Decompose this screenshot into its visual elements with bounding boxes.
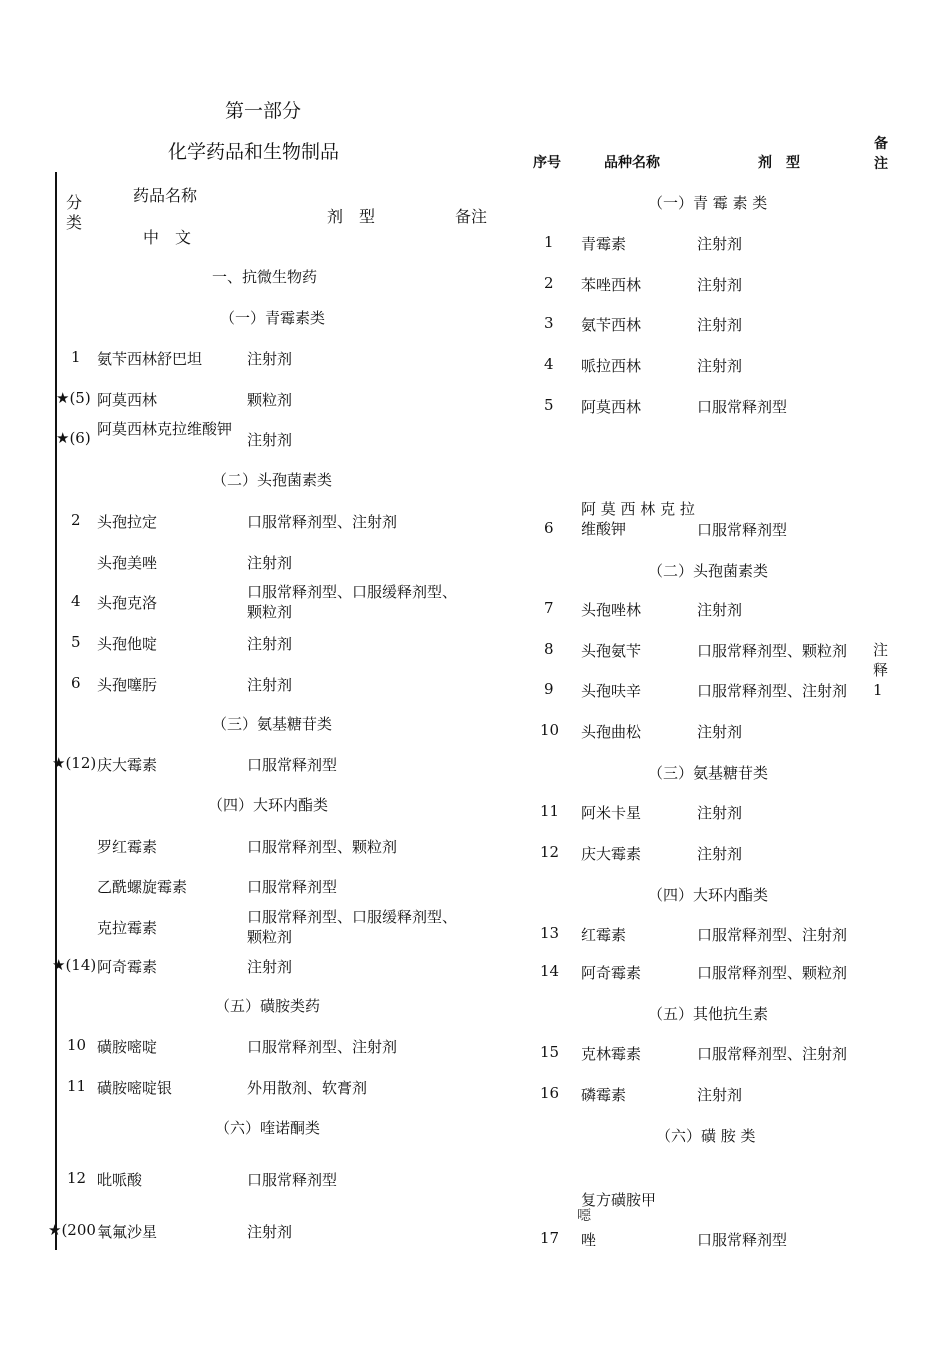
right-row-name: 克林霉素 bbox=[581, 1045, 642, 1063]
left-row-name: 氧氟沙星 bbox=[97, 1223, 158, 1241]
left-row-no: 2 bbox=[71, 511, 81, 529]
right-row-form: 口服常释剂型 bbox=[697, 521, 788, 539]
right-row-form: 口服常释剂型、注射剂 bbox=[697, 1045, 848, 1063]
right-row-no: 11 bbox=[540, 802, 560, 820]
left-row-name: 乙酰螺旋霉素 bbox=[97, 878, 188, 896]
right-row-form: 口服常释剂型 bbox=[697, 398, 788, 416]
watermark-glyph: 噁 bbox=[577, 1208, 589, 1224]
left-row-form: 注射剂 bbox=[247, 1223, 293, 1241]
right-row-name: 氨苄西林 bbox=[581, 316, 642, 334]
header-remarks: 备注 bbox=[455, 207, 488, 226]
left-row-no: ★(6) bbox=[56, 429, 91, 447]
left-row-form: 外用散剂、软膏剂 bbox=[247, 1079, 368, 1097]
left-row-name: 阿莫西林克拉维酸钾 bbox=[97, 420, 233, 438]
left-row-form: 口服常释剂型 bbox=[247, 1171, 338, 1189]
left-row-form: 注射剂 bbox=[247, 350, 293, 368]
left-row-form: 注射剂 bbox=[247, 676, 293, 694]
right-row-name: 青霉素 bbox=[581, 235, 627, 253]
right-row-form: 口服常释剂型、颗粒剂 bbox=[697, 642, 848, 660]
right-row-name: 阿 莫 西 林 克 拉 维酸钾 bbox=[581, 500, 695, 538]
right-row-form: 口服常释剂型、注射剂 bbox=[697, 682, 848, 700]
right-row-form: 注射剂 bbox=[697, 235, 743, 253]
right-row-name: 头孢曲松 bbox=[581, 723, 642, 741]
right-section-title: （二）头孢菌素类 bbox=[648, 562, 769, 580]
left-row-name: 氨苄西林舒巴坦 bbox=[97, 350, 203, 368]
right-row-no: 3 bbox=[544, 314, 554, 332]
right-row-no: 7 bbox=[544, 599, 554, 617]
left-row-name: 头孢他啶 bbox=[97, 635, 158, 653]
left-row-no: ★(12) bbox=[52, 754, 97, 772]
part-title: 第一部分 bbox=[225, 100, 302, 122]
right-row-form: 注射剂 bbox=[697, 357, 743, 375]
left-row-form: 口服常释剂型 bbox=[247, 878, 338, 896]
right-row-no: 10 bbox=[540, 721, 560, 739]
right-row-name: 红霉素 bbox=[581, 926, 627, 944]
left-row-no: 1 bbox=[71, 348, 81, 366]
right-row-no: 16 bbox=[540, 1084, 560, 1102]
left-row-no: ★(200 bbox=[48, 1221, 96, 1239]
left-row-name: 吡哌酸 bbox=[97, 1171, 143, 1189]
right-row-no: 14 bbox=[540, 962, 560, 980]
left-section-title: （五）磺胺类药 bbox=[215, 997, 321, 1015]
header-category: 分类 bbox=[66, 193, 83, 232]
right-header-no: 序号 bbox=[533, 155, 561, 171]
right-row-no: 5 bbox=[544, 396, 554, 414]
left-row-form: 口服常释剂型 bbox=[247, 756, 338, 774]
left-row-no: 5 bbox=[71, 633, 81, 651]
right-row-name: 阿奇霉素 bbox=[581, 964, 642, 982]
right-section-title: （一）青 霉 素 类 bbox=[648, 194, 768, 212]
left-row-name: 庆大霉素 bbox=[97, 756, 158, 774]
right-row-name: 头孢唑林 bbox=[581, 601, 642, 619]
right-row-name-line2: 唑 bbox=[581, 1231, 597, 1249]
right-row-no: 6 bbox=[544, 519, 554, 537]
left-row-name: 磺胺嘧啶 bbox=[97, 1038, 158, 1056]
document-subtitle: 化学药品和生物制品 bbox=[168, 141, 340, 163]
right-row-form: 注射剂 bbox=[697, 316, 743, 334]
left-table-border bbox=[55, 172, 57, 1250]
header-dosage: 剂 型 bbox=[327, 207, 376, 226]
left-row-form: 注射剂 bbox=[247, 635, 293, 653]
left-row-name: 阿莫西林 bbox=[97, 391, 158, 409]
left-row-no: 11 bbox=[67, 1077, 87, 1095]
right-row-name: 阿米卡星 bbox=[581, 804, 642, 822]
right-row-no: 13 bbox=[540, 924, 560, 942]
left-section-title: （六）喹诺酮类 bbox=[215, 1119, 321, 1137]
left-row-no: ★(14) bbox=[52, 956, 97, 974]
right-section-title: （四）大环内酯类 bbox=[648, 886, 769, 904]
right-row-name: 苯唑西林 bbox=[581, 276, 642, 294]
left-row-name: 头孢美唑 bbox=[97, 554, 158, 572]
right-row-form: 口服常释剂型 bbox=[697, 1231, 788, 1249]
left-row-form: 口服常释剂型、口服缓释剂型、颗粒剂 bbox=[247, 583, 458, 621]
right-row-name: 头孢呋辛 bbox=[581, 682, 642, 700]
right-row-no: 9 bbox=[544, 680, 554, 698]
right-row-no: 17 bbox=[540, 1229, 560, 1247]
right-row-name: 磷霉素 bbox=[581, 1086, 627, 1104]
header-chinese: 中 文 bbox=[143, 228, 192, 247]
header-drug-name: 药品名称 bbox=[133, 186, 198, 205]
left-row-name: 克拉霉素 bbox=[97, 919, 158, 937]
right-section-title: （五）其他抗生素 bbox=[648, 1005, 769, 1023]
right-header-remarks-1: 备 bbox=[874, 136, 888, 152]
right-row-form: 注射剂 bbox=[697, 276, 743, 294]
left-row-form: 注射剂 bbox=[247, 431, 293, 449]
right-row-form: 注射剂 bbox=[697, 804, 743, 822]
section-antimicrobial: 一、抗微生物药 bbox=[212, 268, 318, 286]
right-section-title: （六）磺 胺 类 bbox=[656, 1127, 756, 1145]
right-row-form: 注射剂 bbox=[697, 845, 743, 863]
right-row-name: 庆大霉素 bbox=[581, 845, 642, 863]
left-row-name: 头孢拉定 bbox=[97, 513, 158, 531]
left-row-form: 口服常释剂型、颗粒剂 bbox=[247, 838, 398, 856]
right-row-form: 注射剂 bbox=[697, 601, 743, 619]
left-row-no: 6 bbox=[71, 674, 81, 692]
right-row-form: 注射剂 bbox=[697, 723, 743, 741]
right-row-no: 4 bbox=[544, 355, 554, 373]
right-header-dosage: 剂 型 bbox=[758, 155, 800, 171]
left-section-title: （四）大环内酯类 bbox=[208, 796, 329, 814]
right-row-form: 口服常释剂型、注射剂 bbox=[697, 926, 848, 944]
note-remark: 注释 1 bbox=[873, 641, 889, 699]
left-section-title: （三）氨基糖苷类 bbox=[212, 715, 333, 733]
left-row-form: 颗粒剂 bbox=[247, 391, 293, 409]
left-row-name: 罗红霉素 bbox=[97, 838, 158, 856]
left-row-name: 磺胺嘧啶银 bbox=[97, 1079, 173, 1097]
left-section-title: （一）青霉素类 bbox=[220, 309, 326, 327]
left-row-form: 口服常释剂型、口服缓释剂型、颗粒剂 bbox=[247, 908, 458, 946]
right-row-form: 注射剂 bbox=[697, 1086, 743, 1104]
left-row-no: ★(5) bbox=[56, 389, 91, 407]
right-row-name: 头孢氨苄 bbox=[581, 642, 642, 660]
left-row-form: 注射剂 bbox=[247, 958, 293, 976]
left-row-form: 口服常释剂型、注射剂 bbox=[247, 513, 398, 531]
right-header-remarks-2: 注 bbox=[874, 156, 888, 172]
left-row-no: 4 bbox=[71, 592, 81, 610]
left-row-name: 阿奇霉素 bbox=[97, 958, 158, 976]
right-row-form: 口服常释剂型、颗粒剂 bbox=[697, 964, 848, 982]
right-header-name: 品种名称 bbox=[604, 155, 660, 171]
right-row-name: 哌拉西林 bbox=[581, 357, 642, 375]
right-section-title: （三）氨基糖苷类 bbox=[648, 764, 769, 782]
right-row-no: 1 bbox=[544, 233, 554, 251]
left-row-form: 口服常释剂型、注射剂 bbox=[247, 1038, 398, 1056]
right-row-name: 阿莫西林 bbox=[581, 398, 642, 416]
right-row-no: 2 bbox=[544, 274, 554, 292]
right-row-no: 8 bbox=[544, 640, 554, 658]
right-row-no: 12 bbox=[540, 843, 560, 861]
left-row-no: 12 bbox=[67, 1169, 87, 1187]
left-row-no: 10 bbox=[67, 1036, 87, 1054]
right-row-no: 15 bbox=[540, 1043, 560, 1061]
left-row-name: 头孢克洛 bbox=[97, 594, 158, 612]
left-row-name: 头孢噻肟 bbox=[97, 676, 158, 694]
left-row-form: 注射剂 bbox=[247, 554, 293, 572]
left-section-title: （二）头孢菌素类 bbox=[212, 471, 333, 489]
right-row-name-line1: 复方磺胺甲 bbox=[581, 1191, 657, 1209]
